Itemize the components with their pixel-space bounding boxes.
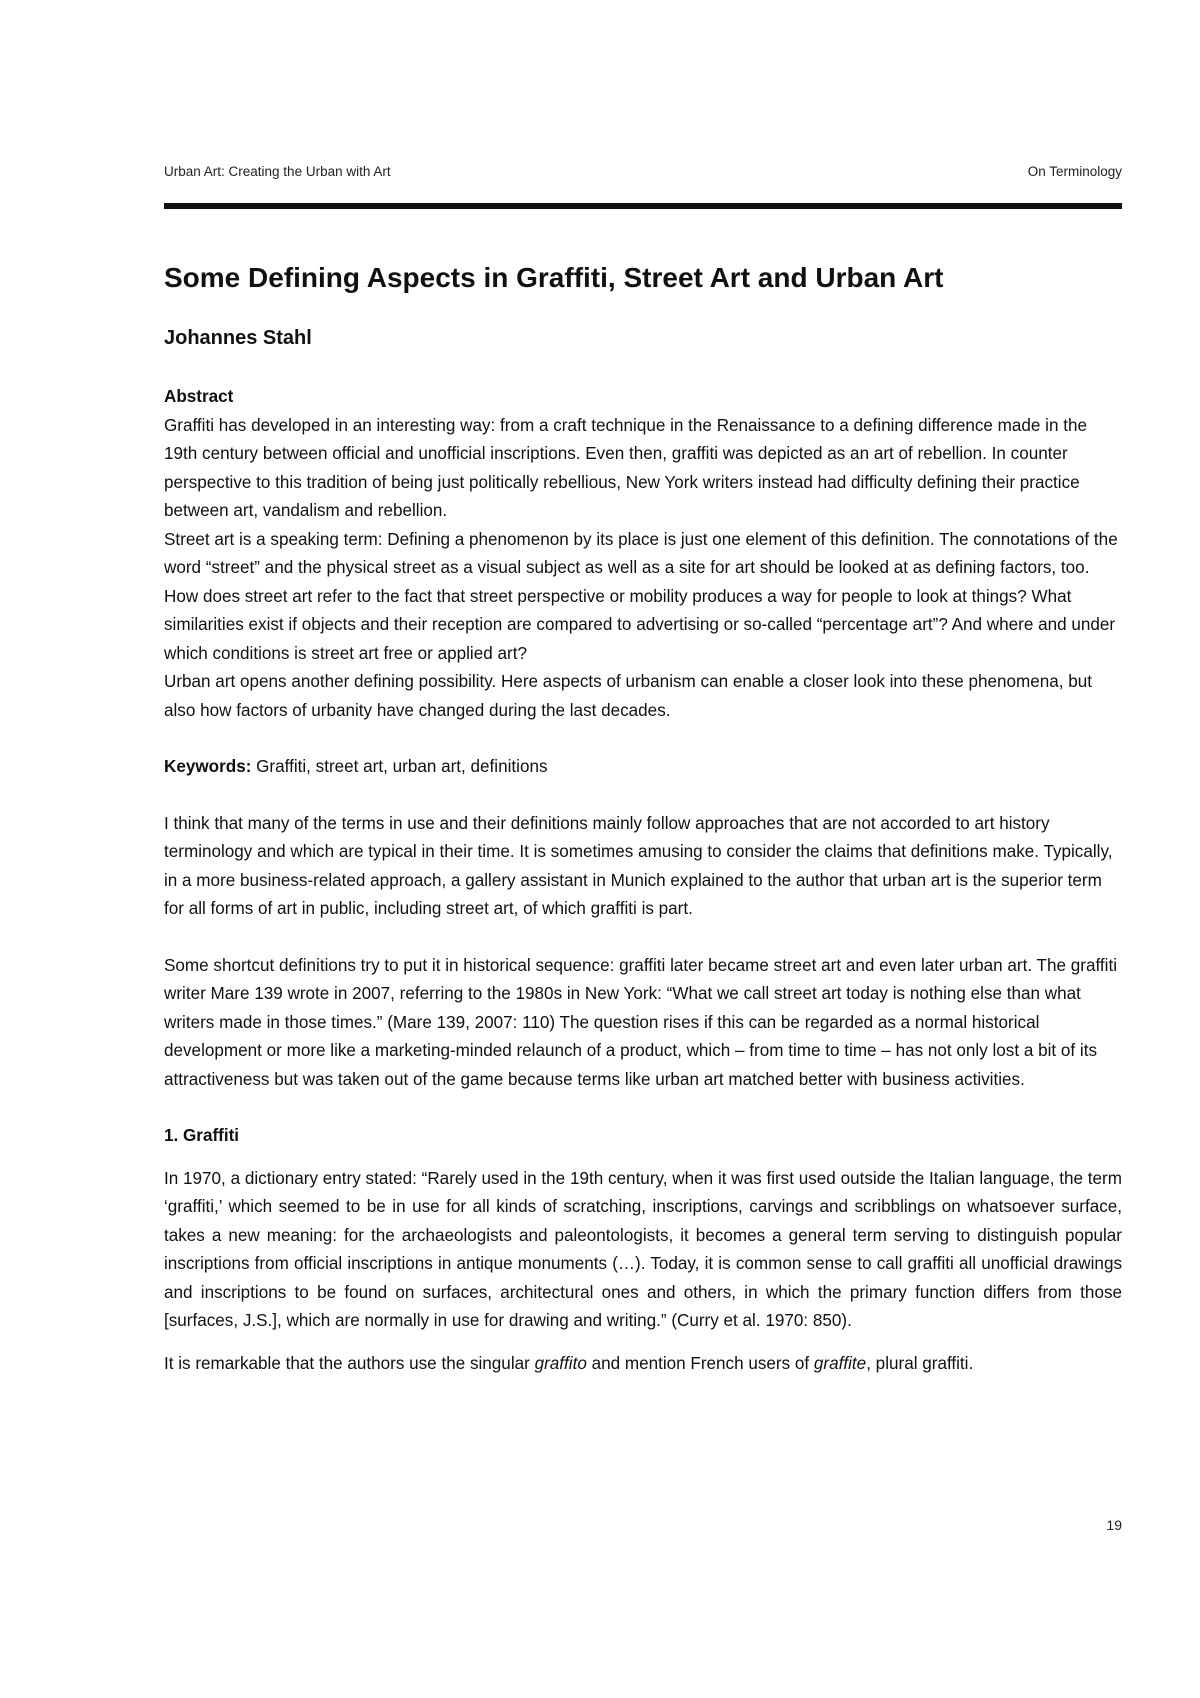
abstract-paragraph: Street art is a speaking term: Defining a phenomenon by its place is just one element of this definition. The connotations of the word “street” and the physical street as a visual subject as well as a site for art should be looked at as defining factors, too. How does street art refer to the fact that street perspective or mobility produces a way for people to look at things? What similarities exist if objects and their reception are compared to advertising or so-called “percentage art”? And where and under which conditions is street art free or applied art? xyxy=(164,529,1118,663)
text-run: and mention French users of xyxy=(586,1353,814,1373)
spacer xyxy=(164,1151,1122,1165)
text-run: , plural graffiti. xyxy=(866,1353,974,1373)
header-book-title: Urban Art: Creating the Urban with Art xyxy=(164,164,391,179)
header-rule xyxy=(164,203,1122,209)
keywords-text: Graffiti, street art, urban art, definitions xyxy=(251,757,548,776)
keywords-line xyxy=(164,753,1122,782)
section-paragraph: In 1970, a dictionary entry stated: “Rarely used in the 19th century, when it was first used outside the Italian language, the term ‘graffiti,’ which seemed to be in use for all kinds of scratching, inscriptions, carvings and scribblings on whatsoever surface, takes a new meaning: for the archaeologists and paleontologists, it becomes a general term serving to distinguish popular inscriptions from official inscriptions in antique monuments (…). Today, it is common sense to call graffiti all unofficial drawings and inscriptions to be found on surfaces, architectural ones and others, in which the primary function differs from those [surfaces, J.S.], which are normally in use for drawing and writing.” (Curry et al. 1970: 850). xyxy=(164,1168,1122,1330)
text-run: It is remarkable that the authors use the singular xyxy=(164,1353,535,1373)
article-title: Some Defining Aspects in Graffiti, Street Art and Urban Art xyxy=(164,262,944,293)
spacer xyxy=(164,1336,1122,1350)
abstract-heading: Abstract xyxy=(164,387,234,406)
spacer xyxy=(164,725,1122,753)
article-author: Johannes Stahl xyxy=(164,327,312,349)
italic-term: graffite xyxy=(813,1353,867,1373)
spacer xyxy=(164,1094,1122,1122)
abstract-paragraph: Graffiti has developed in an interesting way: from a craft technique in the Renaissance to a defining difference made in the 19th century between official and unofficial inscriptions. Even then, graffiti was depicted as an art of rebellion. In counter perspective to this tradition of being just politically rebellious, New York writers instead had difficulty defining their practice between art, vandalism and rebellion. xyxy=(164,415,1087,520)
intro-paragraph: Some shortcut definitions try to put it in historical sequence: graffiti later became street art and even later urban art. The graffiti writer Mare 139 wrote in 2007, referring to the 1980s in New York: “What we call street art today is nothing else than what writers made in those times.” (Mare 139, 2007: 110) The question rises if this can be regarded as a normal historical development or more like a marketing-minded relaunch of a product, which – from time to time – has not only lost a bit of its attractiveness but was taken out of the game because terms like urban art matched better with business activities. xyxy=(164,955,1118,1089)
intro-paragraph: I think that many of the terms in use and their definitions mainly follow approaches that are not accorded to art history terminology and which are typical in their time. It is sometimes amusing to consider the claims that definitions make. Typically, in a more business-related approach, a gallery assistant in Munich explained to the author that urban art is the superior term for all forms of art in public, including street art, of which graffiti is part. xyxy=(164,813,1113,918)
document-page xyxy=(164,0,1122,1698)
italic-term: graffito xyxy=(534,1353,587,1373)
running-header xyxy=(164,164,1122,182)
section-heading: 1. Graffiti xyxy=(164,1126,240,1145)
spacer xyxy=(164,782,1122,810)
header-section-title: On Terminology xyxy=(1027,164,1122,179)
page-number: 19 xyxy=(1106,1517,1122,1533)
abstract-paragraph: Urban art opens another defining possibility. Here aspects of urbanism can enable a closer look into these phenomena, but also how factors of urbanity have changed during the last decades. xyxy=(164,672,1093,720)
spacer xyxy=(164,924,1122,952)
keywords-label: Keywords: xyxy=(164,757,252,776)
section-paragraph xyxy=(164,1350,1122,1379)
article-body xyxy=(164,383,1122,1378)
